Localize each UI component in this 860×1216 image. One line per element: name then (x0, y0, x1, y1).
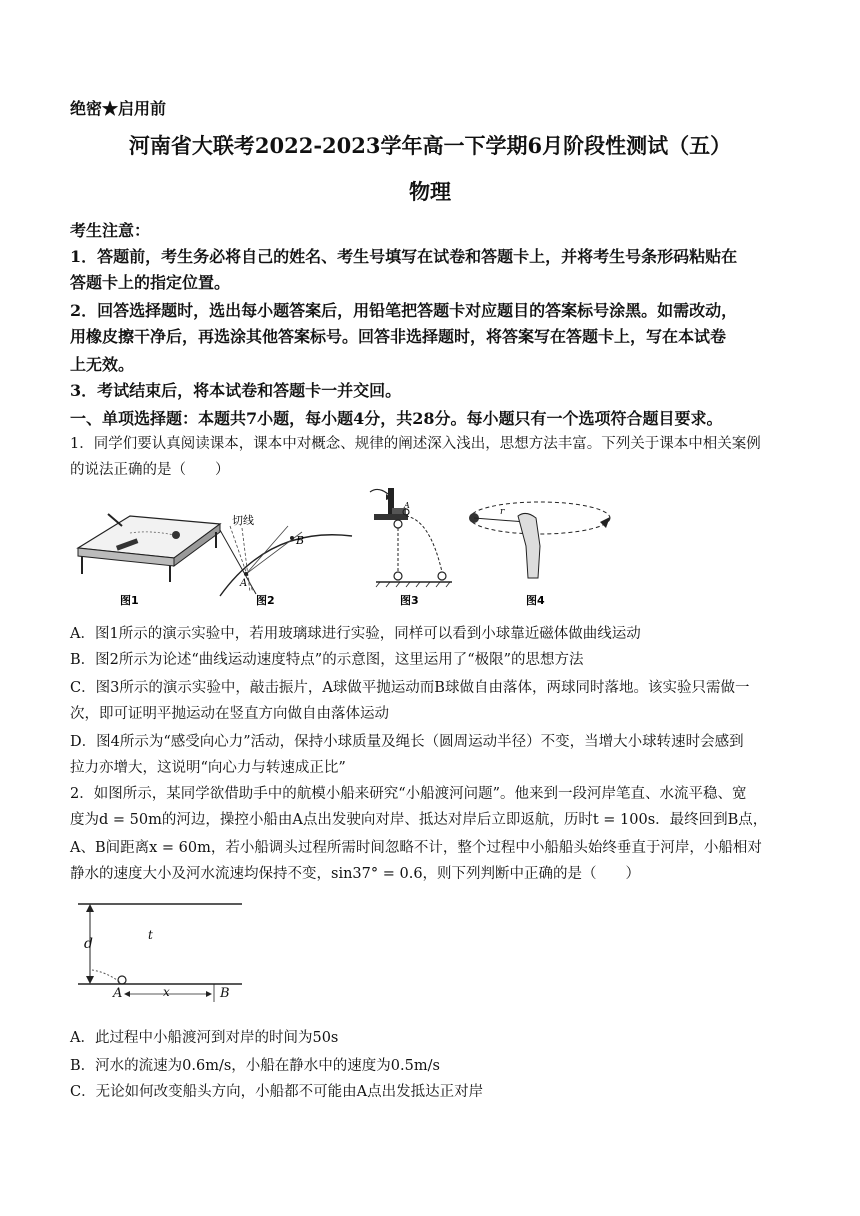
notice-line: 3．考试结束后，将本试卷和答题卡一并交回。 (70, 381, 402, 400)
q1-option-b: B．图2所示为论述“曲线运动速度特点”的示意图，这里运用了“极限”的思想方法 (70, 652, 584, 668)
notice-line: 1．答题前，考生务必将自己的姓名、考生号填写在试卷和答题卡上，并将考生号条形码粘贴在 (70, 247, 738, 266)
q2-stem-line: A、B间距离x = 60m，若小船调头过程所需时间忽略不计，整个过程中小船船头始终垂直于河岸，小船相对 (70, 840, 762, 856)
notice-line: 用橡皮擦干净后，再选涂其他答案标号。回答非选择题时，将答案写在答题卡上，写在本试卷 (70, 327, 727, 346)
fig2-point-a: A (240, 578, 248, 589)
q1-option-c: C．图3所示的演示实验中，敲击振片，A球做平抛运动而B球做自由落体，两球同时落地。该实验只需做一 (70, 680, 750, 696)
exam-title: 河南省大联考2022-2023学年高一下学期6月阶段性测试（五） (128, 133, 732, 158)
q2-option-a: A．此过程中小船渡河到对岸的时间为50s (70, 1030, 339, 1046)
q1-figures (70, 486, 630, 616)
q2-stem-line: 静水的速度大小及河水流速均保持不变，sin37° = 0.6，则下列判断中正确的是（ ） (70, 866, 641, 882)
q1-stem-line: 1．同学们要认真阅读课本，课本中对概念、规律的阐述深入浅出，思想方法丰富。下列关于课本中相关案例 (70, 436, 761, 452)
notice-line: 2．回答选择题时，选出每小题答案后，用铅笔把答题卡对应题目的答案标号涂黑。如需改动， (70, 301, 738, 320)
q2-point-a: A (113, 986, 123, 1001)
confidential-label: 绝密★启用前 (70, 99, 167, 118)
fig3-point-a: A (404, 501, 410, 510)
q1-fig4-circular-motion (469, 502, 610, 578)
q2-label-t: t (148, 928, 153, 942)
subject-title: 物理 (409, 179, 451, 204)
q2-stem-line: 度为d = 50m的河边，操控小船由A点出发驶向对岸、抵达对岸后立即返航，历时t = 100s．最终回到B点， (70, 812, 768, 828)
fig3-caption: 图3 (400, 594, 419, 607)
q2-point-b: B (220, 986, 230, 1001)
notice-line: 答题卡上的指定位置。 (70, 273, 231, 292)
section-heading: 一、单项选择题：本题共7小题，每小题4分，共28分。每小题只有一个选项符合题目要求。 (70, 409, 723, 428)
q1-option-a: A．图1所示的演示实验中，若用玻璃球进行实验，同样可以看到小球靠近磁体做曲线运动 (70, 626, 641, 642)
q1-fig3-apparatus (370, 488, 452, 587)
q1-fig1-table (78, 514, 220, 582)
q2-stem-line: 2．如图所示，某同学欲借助手中的航模小船来研究“小船渡河问题”。他来到一段河岸笔直、水流平稳、宽 (70, 786, 747, 802)
notice-heading: 考生注意： (70, 221, 151, 240)
q2-label-x: x (163, 985, 170, 999)
fig2-tangent-label: 切线 (232, 514, 254, 527)
notice-line: 上无效。 (70, 355, 135, 374)
q2-label-d: d (84, 936, 93, 952)
fig2-caption: 图2 (256, 594, 275, 607)
q2-option-b: B．河水的流速为0.6m/s，小船在静水中的速度为0.5m/s (70, 1058, 440, 1074)
q1-option-d-cont: 拉力亦增大，这说明“向心力与转速成正比” (70, 760, 346, 776)
fig2-point-b: B (296, 534, 305, 547)
fig1-caption: 图1 (120, 594, 139, 607)
fig4-caption: 图4 (526, 594, 545, 607)
fig4-radius-label: r (500, 507, 505, 517)
q1-option-d: D．图4所示为“感受向心力”活动，保持小球质量及绳长（圆周运动半径）不变，当增大小球转速时会感到 (70, 734, 744, 750)
q2-option-c: C．无论如何改变船头方向，小船都不可能由A点出发抵达正对岸 (70, 1084, 484, 1100)
q1-option-c-cont: 次，即可证明平抛运动在竖直方向做自由落体运动 (70, 706, 389, 722)
q1-stem-line: 的说法正确的是（ ） (70, 462, 230, 478)
